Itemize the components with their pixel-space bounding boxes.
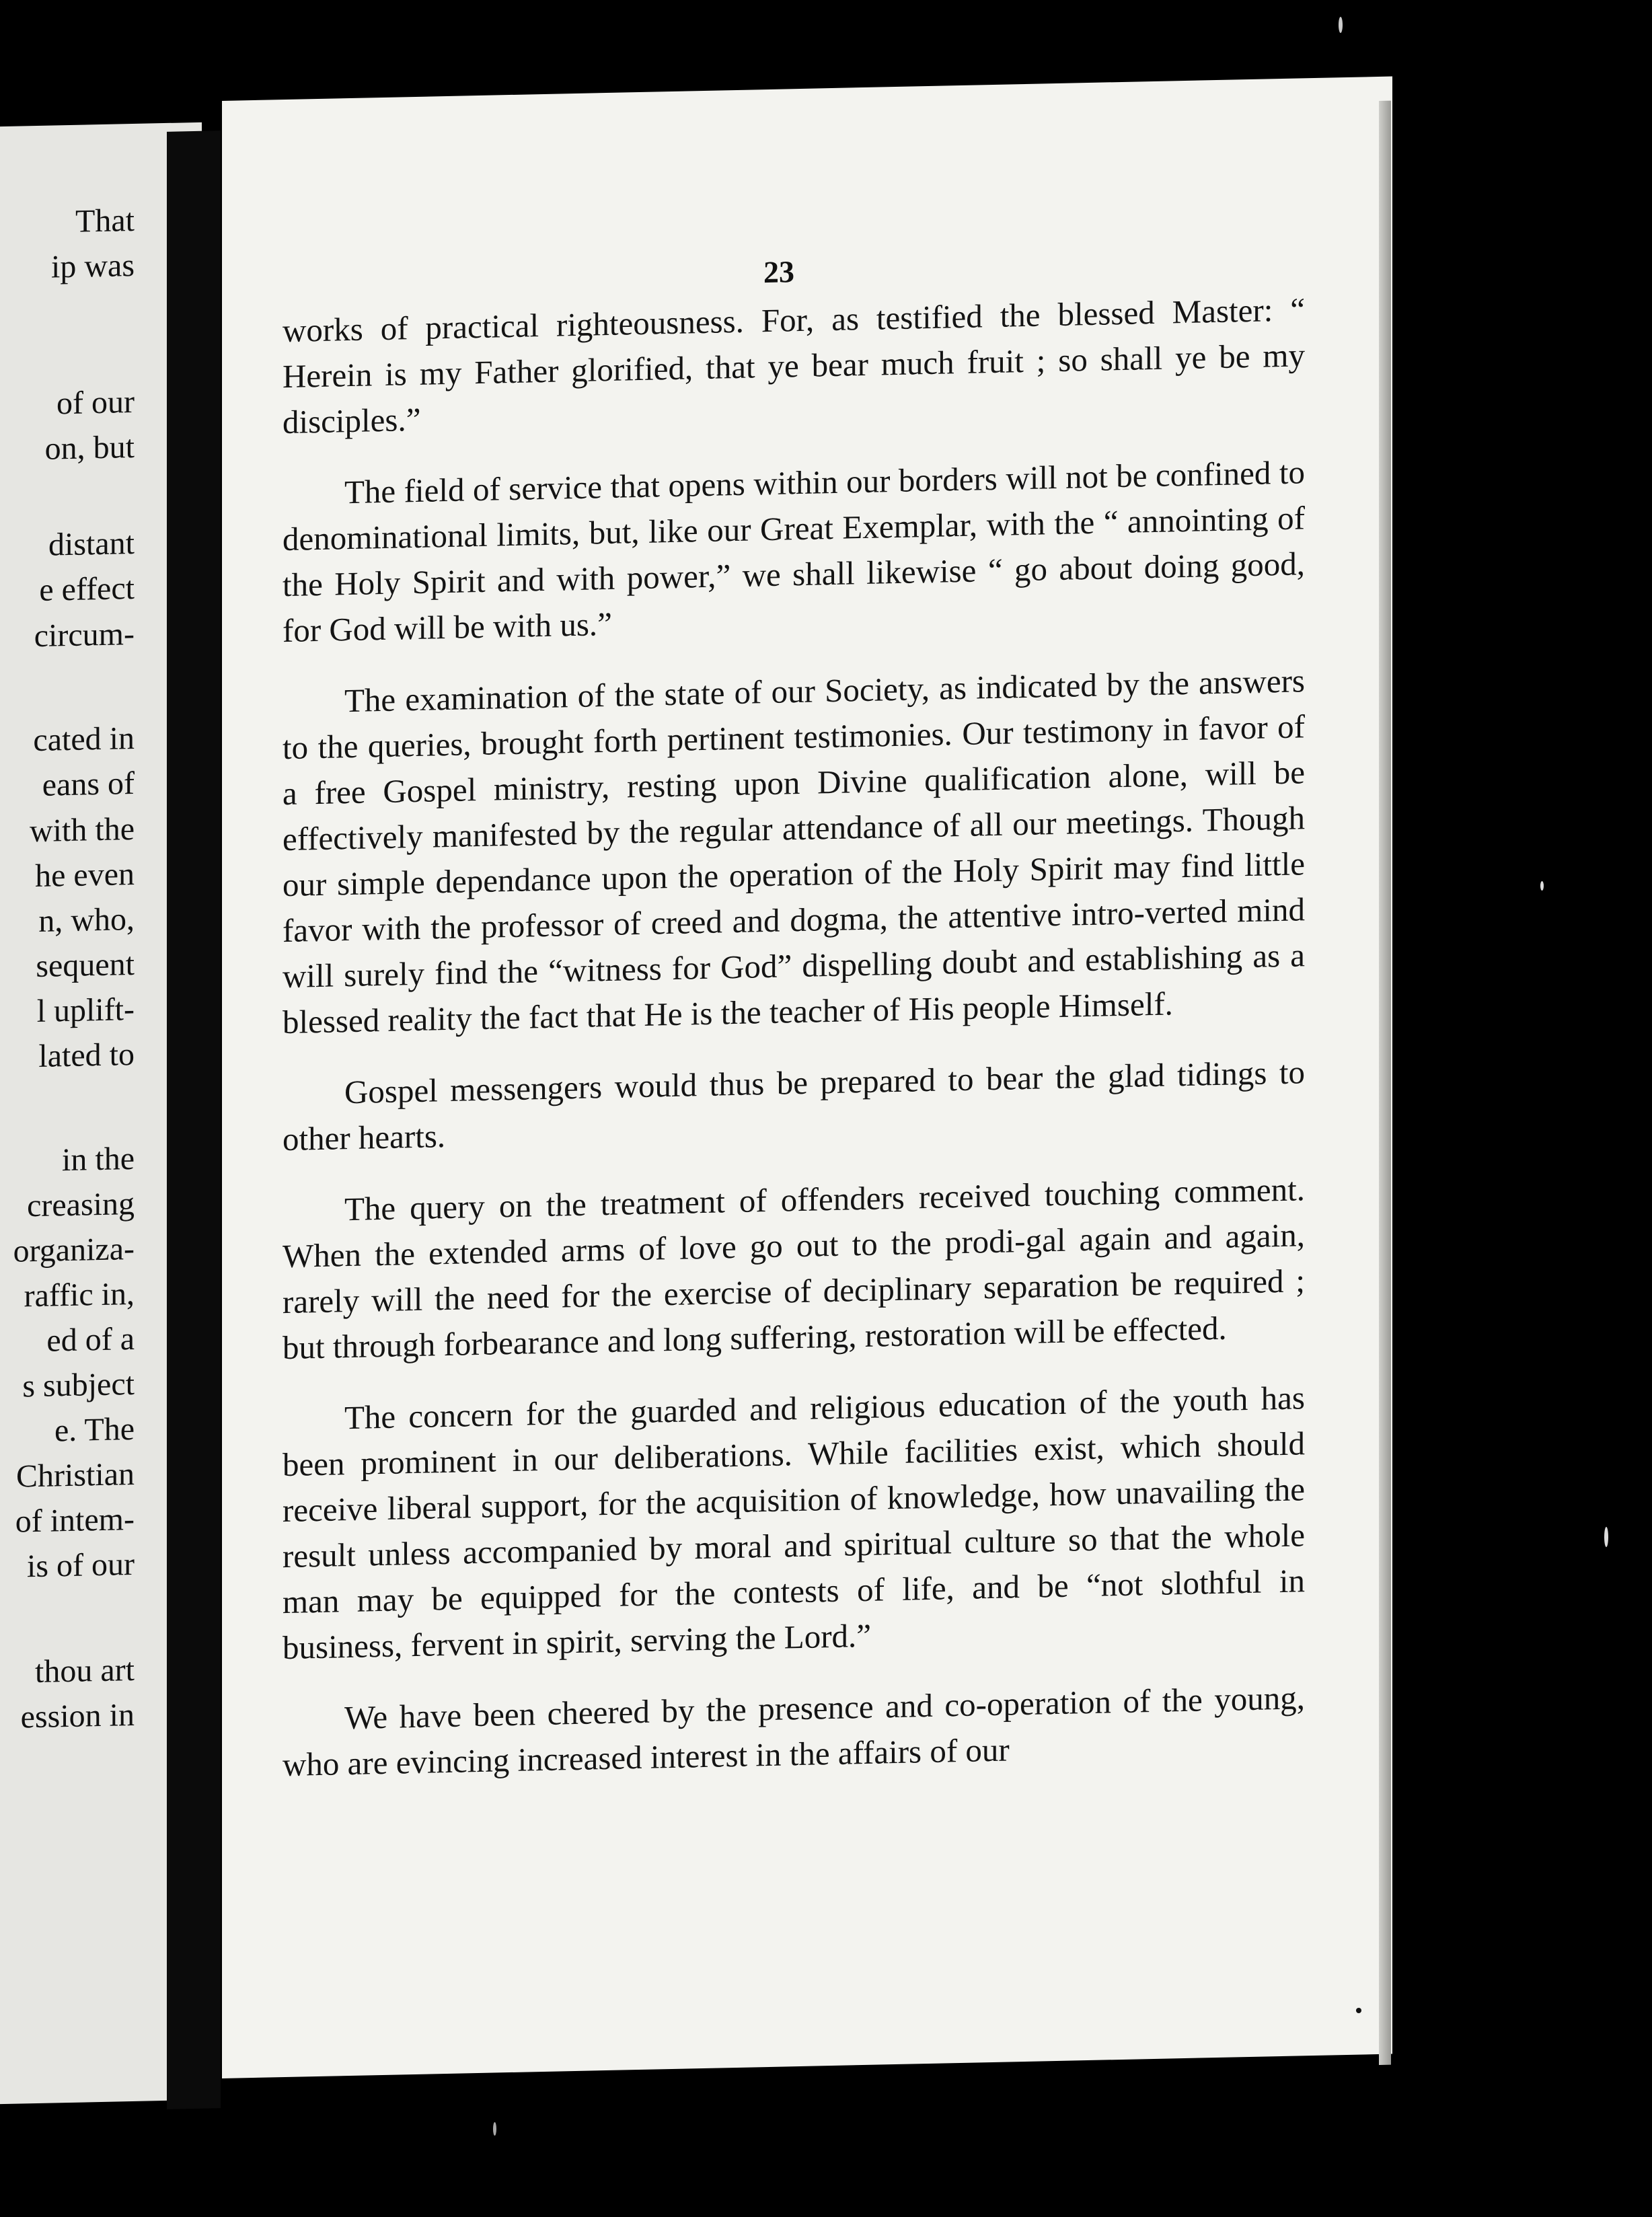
paragraph: works of practical righteousness. For, as testified the blessed Master: “ Herein is my Father glorified, that ye bear much fruit ; so shall ye be my disciples.”	[283, 291, 1305, 441]
book-gutter	[167, 130, 221, 2109]
left-page-fragment: organiza-	[13, 1230, 135, 1269]
left-page-fragment: with the	[30, 811, 135, 850]
paragraph: We have been cheered by the presence and co-operation of the young, who are evincing increased interest in the affairs of our	[283, 1679, 1305, 1784]
page-edge	[1379, 101, 1391, 2065]
paragraph: The field of service that opens within our borders will not be confined to denominational limits, but, like our Great Exemplar, with the “ annointing of the Holy Spirit and with power,” we shall likewise “ go about doing good, for God will be with us.”	[283, 453, 1305, 650]
left-page-fragment: l uplift-	[36, 991, 135, 1029]
left-page-fragment: sequent	[36, 946, 135, 985]
left-page-fragment: is of our	[27, 1546, 135, 1585]
scan-speck	[493, 2122, 496, 2136]
left-page-fragment: e effect	[39, 570, 135, 608]
left-page-fragment: s subject	[22, 1365, 135, 1404]
left-page-fragment: ed of a	[46, 1320, 135, 1359]
left-page-fragment: n, who,	[38, 901, 135, 939]
right-page	[222, 77, 1392, 2078]
left-page-fragment: on, but	[44, 428, 135, 467]
page-number: 23	[763, 254, 794, 290]
left-page-fragment: he even	[35, 856, 135, 895]
left-page-fragment: Christian	[16, 1456, 135, 1495]
scan-speck	[1604, 1527, 1608, 1547]
left-page-fragment: lated to	[38, 1036, 135, 1074]
left-page-fragment: cated in	[33, 720, 135, 759]
paragraph: The examination of the state of our Society, as indicated by the answers to the queries, brought forth pertinent testimonies. Our testimony in favor of a free Gospel ministry, resting upon Divine qualification alone, will be effectively manifested by the regular attendance of all our meetings. Though our simple dependance upon the operation of the Holy Spirit may find little favor with the professor of creed and dogma, the attentive intro-verted mind will surely find the “witness for God” dispelling doubt and establishing as a blessed reality the fact that He is the teacher of His people Himself.	[283, 662, 1305, 1041]
scan-speck	[1356, 2008, 1361, 2013]
left-page-fragment: of our	[57, 383, 135, 422]
scan-speck	[1540, 881, 1544, 891]
page-body-text	[283, 287, 1305, 1813]
paragraph: The concern for the guarded and religious education of the youth has been prominent in our deliberations. While facilities exist, which should receive liberal support, for the acquisition of knowledge, how unavailing the result unless accompanied by moral and spiritual culture so that the whole man may be equipped for the contests of life, and be “not slothful in business, fervent in spirit, serving the Lord.”	[283, 1379, 1305, 1667]
left-page-fragment: distant	[48, 525, 135, 563]
left-page-fragment: That	[75, 202, 135, 239]
paragraph: Gospel messengers would thus be prepared to bear the glad tidings to other hearts.	[283, 1053, 1305, 1158]
left-page-fragment: circum-	[34, 615, 135, 654]
left-page-fragment: creasing	[27, 1185, 135, 1224]
left-page-fragment: e. The	[54, 1411, 135, 1449]
left-page-fragment: ession in	[20, 1696, 135, 1735]
left-page-fragment: thou art	[35, 1651, 135, 1690]
paragraph: The query on the treatment of offenders received touching comment. When the extended arms of love go out to the prodi-gal again and again, rarely will the need for the exercise of deciplinary separation be required ; but through forbearance and long suffering, restoration will be effected.	[283, 1170, 1305, 1367]
left-page-fragment: in the	[62, 1140, 135, 1178]
left-page-fragment: of intem-	[15, 1501, 135, 1540]
left-page-fragment: eans of	[42, 765, 135, 803]
left-page-fragment: ip was	[51, 247, 135, 285]
scan-speck	[1339, 17, 1343, 33]
left-page-fragment: raffic in,	[24, 1275, 135, 1314]
